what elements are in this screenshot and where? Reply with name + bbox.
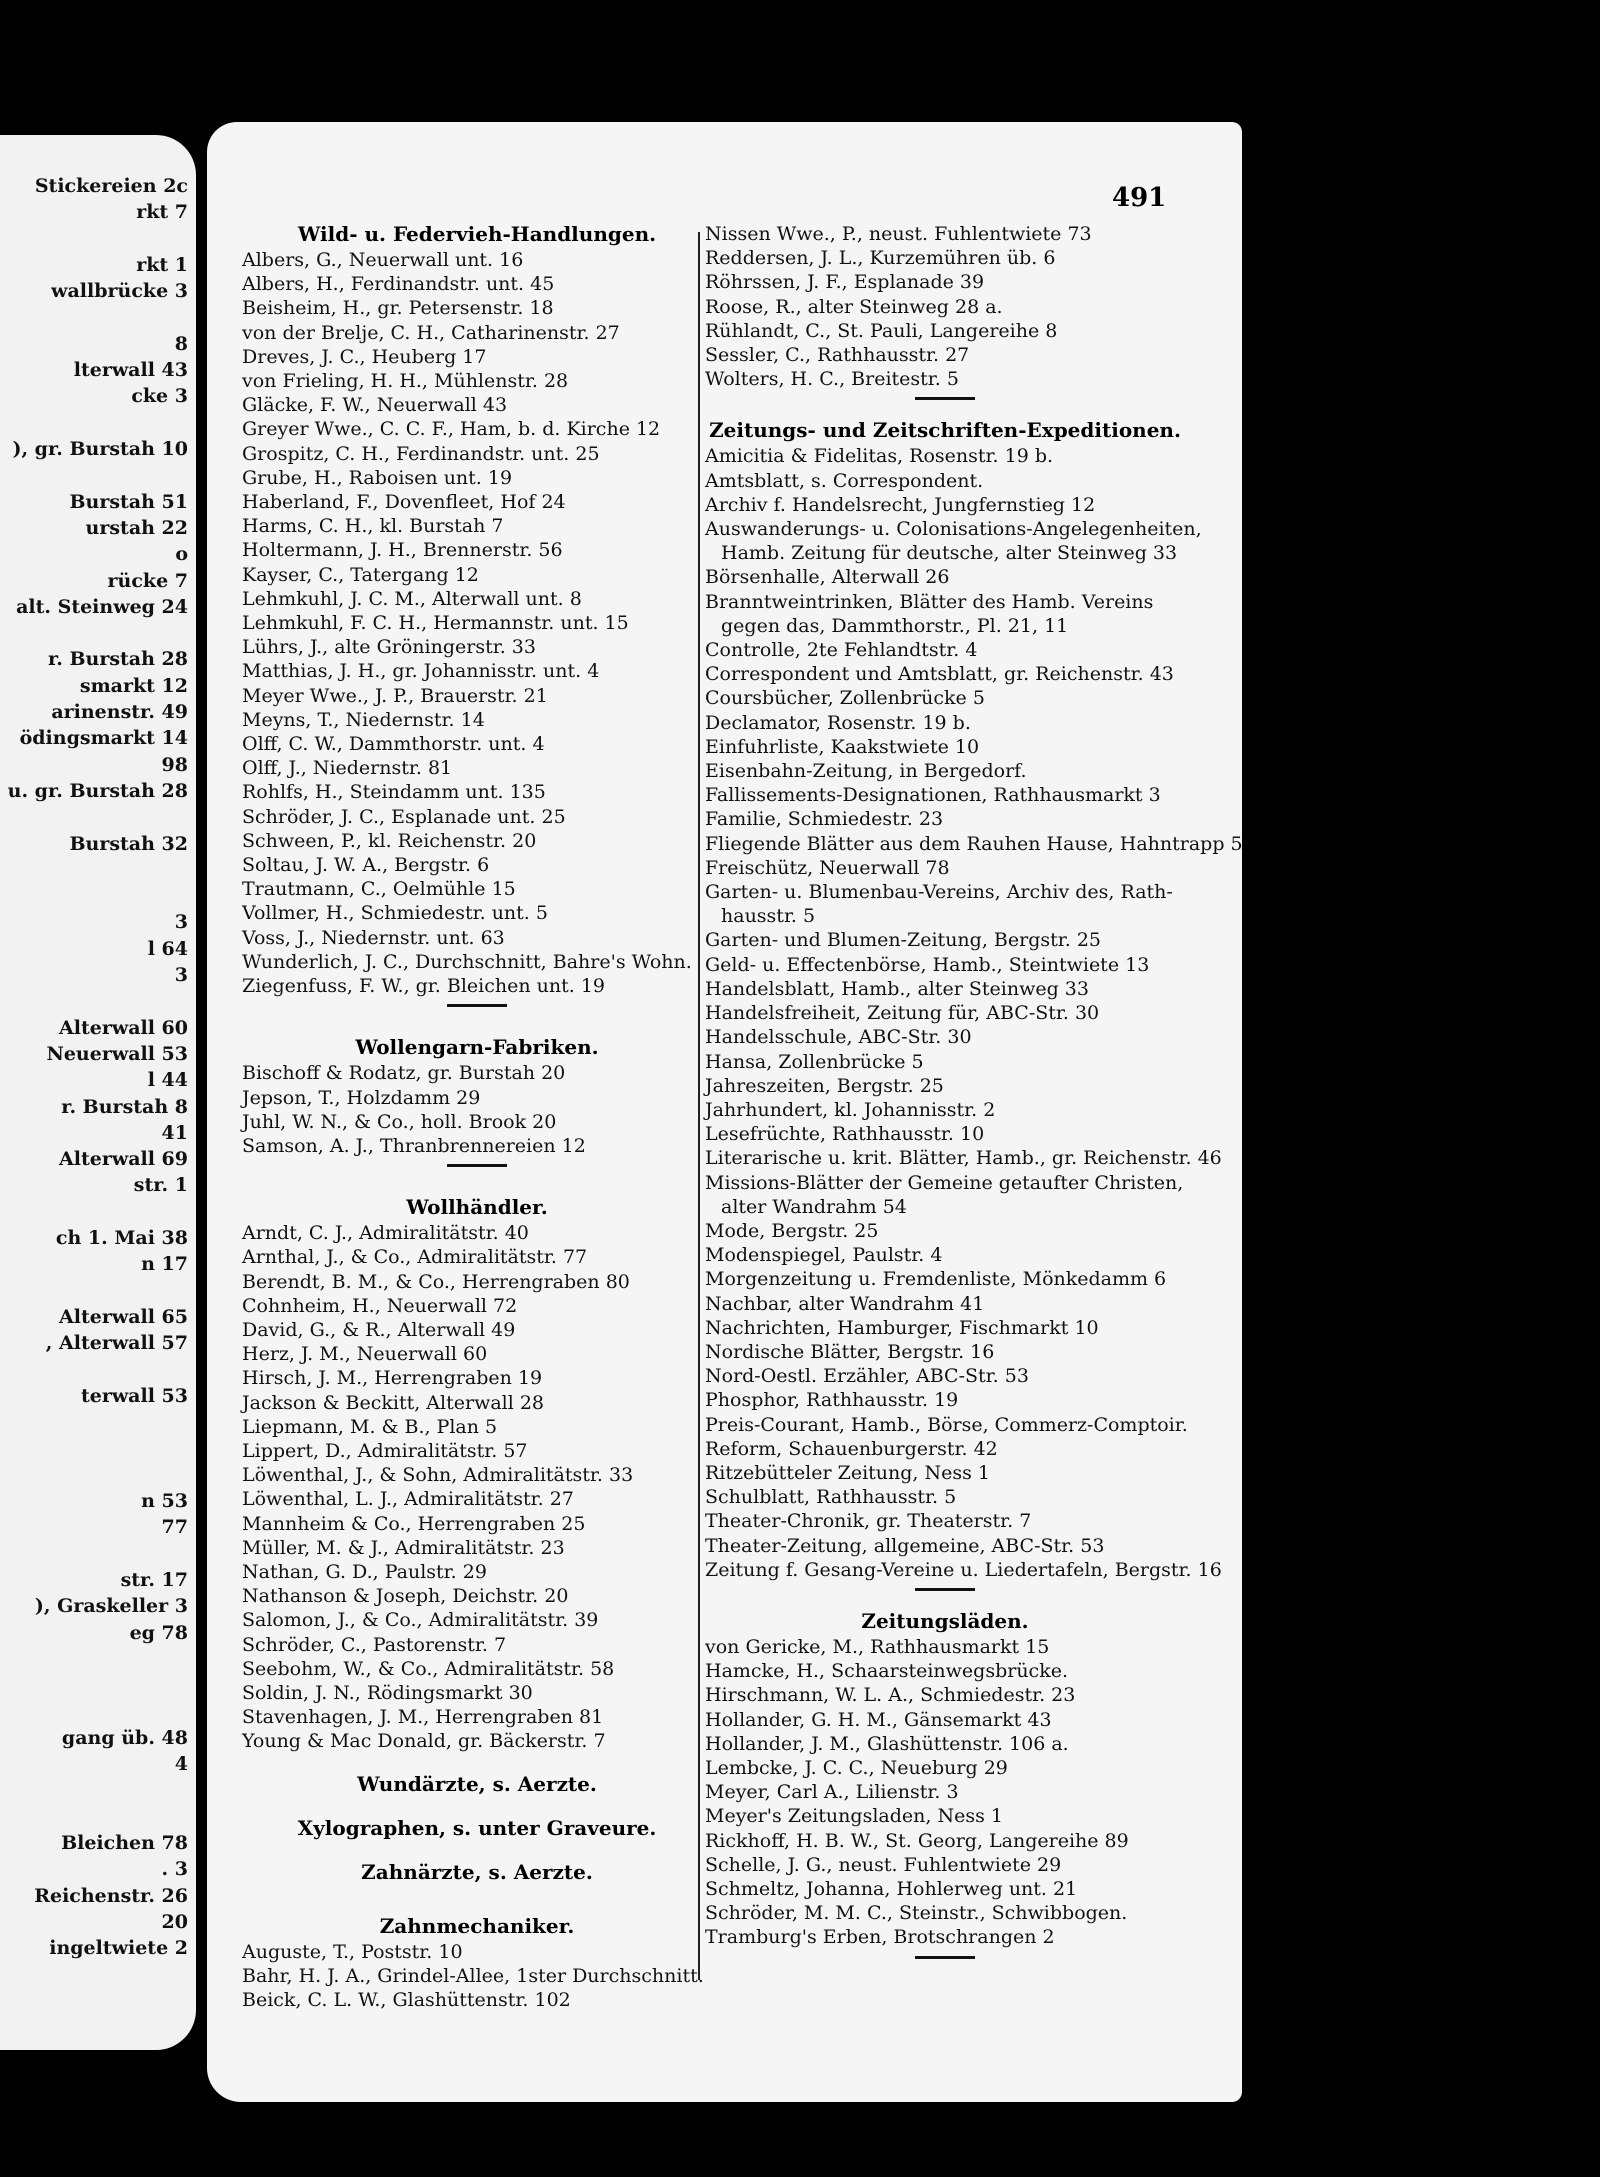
directory-entry: Hansa, Zollenbrücke 5 (705, 1050, 924, 1073)
left-page-fragment: rkt 7 (136, 201, 188, 224)
directory-entry: Tramburg's Erben, Brotschrangen 2 (705, 1926, 1055, 1949)
directory-entry: Reddersen, J. L., Kurzemühren üb. 6 (705, 247, 1056, 270)
section-gap (242, 1842, 712, 1860)
directory-entry: Nathan, G. D., Paulstr. 29 (242, 1560, 487, 1583)
directory-entry: von Gericke, M., Rathhausmarkt 15 (705, 1635, 1050, 1658)
left-page-fragment: o (175, 543, 188, 566)
directory-entry: Beick, C. L. W., Glashüttenstr. 102 (242, 1988, 571, 2011)
section-heading: Xylographen, s. unter Graveure. (297, 1815, 657, 1840)
directory-entry: Meyer Wwe., J. P., Brauerstr. 21 (242, 684, 548, 707)
directory-entry: Handelsblatt, Hamb., alter Steinweg 33 (705, 977, 1089, 1000)
directory-entry: Branntweintrinken, Blätter des Hamb. Vereins (705, 590, 1154, 613)
left-page-fragment: cke 3 (131, 385, 188, 408)
directory-entry: Young & Mac Donald, gr. Bäckerstr. 7 (242, 1730, 606, 1753)
left-page-fragment: terwall 53 (80, 1384, 188, 1407)
directory-entry: Grube, H., Raboisen unt. 19 (242, 466, 513, 489)
directory-entry: Amtsblatt, s. Correspondent. (705, 469, 984, 492)
directory-entry: Sessler, C., Rathhausstr. 27 (705, 344, 970, 367)
left-page-fragment: Bleichen 78 (61, 1831, 188, 1854)
section-heading: Zahnärzte, s. Aerzte. (361, 1859, 593, 1884)
directory-entry: Bahr, H. J. A., Grindel-Allee, 1ster Durchschnitt. (242, 1964, 704, 1987)
directory-entry: Bischoff & Rodatz, gr. Burstah 20 (242, 1062, 566, 1085)
left-page-fragment: Neuerwall 53 (46, 1042, 188, 1065)
left-page-fragment: 4 (174, 1753, 188, 1775)
directory-entry: Samson, A. J., Thranbrennereien 12 (242, 1134, 586, 1157)
directory-entry: Lehmkuhl, J. C. M., Alterwall unt. 8 (242, 587, 582, 610)
directory-entry: Schröder, C., Pastorenstr. 7 (242, 1633, 507, 1656)
left-page-fragment: rkt 1 (136, 253, 188, 276)
directory-entry: Archiv f. Handelsrecht, Jungfernstieg 12 (705, 493, 1096, 516)
section-heading: Zeitungs- und Zeitschriften-Expeditionen. (709, 418, 1181, 443)
directory-entry: Einfuhrliste, Kaakstwiete 10 (705, 735, 980, 758)
section-heading: Zeitungsläden. (861, 1608, 1029, 1633)
directory-entry: Stavenhagen, J. M., Herrengraben 81 (242, 1706, 604, 1729)
left-page-fragment: wallbrücke 3 (51, 280, 188, 303)
left-page-fragment: , Alterwall 57 (45, 1332, 188, 1355)
left-page-fragment: alt. Steinweg 24 (16, 595, 188, 618)
left-page-fragment: str. 17 (120, 1568, 188, 1591)
directory-entry: Reform, Schauenburgerstr. 42 (705, 1437, 998, 1460)
directory-entry: Geld- u. Effectenbörse, Hamb., Steintwiete 13 (705, 953, 1150, 976)
section-gap (242, 1167, 712, 1195)
section-heading: Wundärzte, s. Aerzte. (357, 1771, 597, 1796)
directory-entry: Vollmer, H., Schmiedestr. unt. 5 (242, 902, 548, 925)
left-page-fragment: Alterwall 65 (59, 1305, 188, 1328)
directory-entry: Correspondent und Amtsblatt, gr. Reichenstr. 43 (705, 663, 1174, 686)
left-page-fragment: n 53 (141, 1490, 188, 1512)
left-page-fragment: eg 78 (129, 1621, 188, 1644)
directory-entry: Hamcke, H., Schaarsteinwegsbrücke. (705, 1660, 1068, 1683)
left-page-fragment: rücke 7 (107, 569, 188, 592)
directory-entry: Garten- und Blumen-Zeitung, Bergstr. 25 (705, 929, 1101, 952)
directory-entry: Greyer Wwe., C. C. F., Ham, b. d. Kirche 12 (242, 418, 661, 441)
left-page-fragment: 3 (174, 964, 188, 986)
left-page-fragment: 77 (161, 1516, 188, 1539)
directory-entry: Soltau, J. W. A., Bergstr. 6 (242, 854, 490, 877)
directory-entry: David, G., & R., Alterwall 49 (242, 1318, 516, 1341)
directory-entry: Garten- u. Blumenbau-Vereins, Archiv des, Rath- (705, 881, 1173, 904)
directory-entry: Nordische Blätter, Bergstr. 16 (705, 1340, 995, 1363)
directory-entry: Meyer, Carl A., Lilienstr. 3 (705, 1781, 959, 1804)
directory-entry: Fliegende Blätter aus dem Rauhen Hause, Hahntrapp 5 (705, 832, 1243, 855)
directory-entry: Olff, J., Niedernstr. 81 (242, 757, 453, 780)
left-page-fragment: 98 (161, 753, 188, 776)
directory-entry: Schmeltz, Johanna, Hohlerweg unt. 21 (705, 1878, 1078, 1900)
directory-entry: Ritzebütteler Zeitung, Ness 1 (705, 1461, 990, 1484)
left-page-fragment: . 3 (161, 1858, 188, 1881)
left-page-fragment: lterwall 43 (73, 359, 188, 382)
directory-entry: Meyer's Zeitungsladen, Ness 1 (705, 1805, 1003, 1828)
directory-entry: Seebohm, W., & Co., Admiralitätstr. 58 (242, 1657, 615, 1680)
directory-entry: Berendt, B. M., & Co., Herrengraben 80 (242, 1270, 630, 1293)
directory-entry: Soldin, J. N., Rödingsmarkt 30 (242, 1681, 533, 1704)
directory-entry: Coursbücher, Zollenbrücke 5 (705, 687, 985, 710)
directory-entry: von der Brelje, C. H., Catharinenstr. 27 (242, 321, 620, 344)
directory-entry: Literarische u. krit. Blätter, Hamb., gr. Reichenstr. 46 (705, 1147, 1222, 1170)
directory-entry: Rohlfs, H., Steindamm unt. 135 (242, 781, 546, 804)
directory-entry: Nathanson & Joseph, Deichstr. 20 (242, 1585, 569, 1608)
left-page-fragment: l 64 (147, 937, 188, 960)
section-heading: Wild- u. Federvieh-Handlungen. (297, 222, 657, 246)
directory-entry: Declamator, Rosenstr. 19 b. (705, 711, 971, 734)
directory-entry: Herz, J. M., Neuerwall 60 (242, 1343, 488, 1366)
directory-entry: Gläcke, F. W., Neuerwall 43 (242, 394, 508, 417)
directory-entry: Arndt, C. J., Admiralitätstr. 40 (242, 1222, 529, 1245)
directory-entry: Handelsschule, ABC-Str. 30 (705, 1026, 972, 1049)
directory-entry: Rickhoff, H. B. W., St. Georg, Langereihe 89 (705, 1829, 1129, 1852)
left-column (242, 222, 712, 2012)
directory-entry: Hirsch, J. M., Herrengraben 19 (242, 1367, 543, 1390)
left-page-fragment: ch 1. Mai 38 (55, 1227, 188, 1249)
directory-entry: Controlle, 2te Fehlandtstr. 4 (705, 639, 978, 662)
directory-entry: Rühlandt, C., St. Pauli, Langereihe 8 (705, 319, 1058, 342)
left-page-fragment: 3 (174, 911, 188, 934)
directory-entry: Salomon, J., & Co., Admiralitätstr. 39 (242, 1609, 599, 1632)
directory-entry: Meyns, T., Niedernstr. 14 (242, 708, 485, 731)
directory-entry: Liepmann, M. & B., Plan 5 (242, 1415, 498, 1438)
directory-entry: Löwenthal, L. J., Admiralitätstr. 27 (242, 1488, 574, 1511)
directory-entry: Roose, R., alter Steinweg 28 a. (705, 295, 1003, 318)
directory-entry: Albers, H., Ferdinandstr. unt. 45 (242, 273, 555, 296)
directory-entry: Arnthal, J., & Co., Admiralitätstr. 77 (242, 1246, 588, 1269)
directory-entry: Nord-Oestl. Erzähler, ABC-Str. 53 (705, 1365, 1029, 1388)
directory-entry: Morgenzeitung u. Fremdenliste, Mönkedamm 6 (705, 1268, 1167, 1291)
left-page-fragment: Alterwall 60 (59, 1016, 188, 1039)
left-page-fragment: Stickereien 2c (34, 175, 188, 197)
left-page-fragment: ingeltwiete 2 (49, 1937, 188, 1960)
directory-entry: Juhl, W. N., & Co., holl. Brook 20 (242, 1110, 557, 1133)
directory-entry: Schröder, J. C., Esplanade unt. 25 (242, 805, 566, 828)
directory-entry: Haberland, F., Dovenfleet, Hof 24 (242, 491, 566, 514)
left-page-fragment: 8 (174, 332, 188, 355)
directory-entry: Auswanderungs- u. Colonisations-Angelegenheiten, (705, 518, 1202, 541)
directory-entry: Mannheim & Co., Herrengraben 25 (242, 1512, 586, 1535)
left-page-fragment: urstah 22 (85, 516, 188, 539)
directory-entry: Schween, P., kl. Reichenstr. 20 (242, 829, 537, 852)
directory-entry: Albers, G., Neuerwall unt. 16 (242, 249, 524, 271)
directory-entry: Hollander, J. M., Glashüttenstr. 106 a. (705, 1732, 1069, 1755)
left-page-fragment: l 44 (147, 1069, 188, 1092)
left-page-fragment: 41 (161, 1121, 188, 1144)
left-page-fragment: arinenstr. 49 (51, 701, 188, 723)
directory-entry: Auguste, T., Poststr. 10 (242, 1940, 463, 1963)
directory-entry: Hirschmann, W. L. A., Schmiedestr. 23 (705, 1684, 1076, 1707)
directory-entry: Modenspiegel, Paulstr. 4 (705, 1244, 943, 1267)
left-page-fragment: r. Burstah 28 (47, 648, 188, 671)
directory-entry: Handelsfreiheit, Zeitung für, ABC-Str. 30 (705, 1002, 1100, 1025)
page-number: 491 (1112, 183, 1167, 213)
directory-entry: Phosphor, Rathhausstr. 19 (705, 1389, 959, 1412)
directory-entry: Hollander, G. H. M., Gänsemarkt 43 (705, 1708, 1052, 1731)
directory-entry: Lehmkuhl, F. C. H., Hermannstr. unt. 15 (242, 612, 629, 635)
right-column (705, 222, 1243, 1959)
left-page-fragment: n 17 (141, 1253, 188, 1276)
directory-entry: Jahrhundert, kl. Johannisstr. 2 (705, 1098, 996, 1121)
directory-entry: Beisheim, H., gr. Petersenstr. 18 (242, 297, 554, 320)
directory-entry: Holtermann, J. H., Brennerstr. 56 (242, 539, 563, 562)
directory-entry: Theater-Chronik, gr. Theaterstr. 7 (705, 1510, 1032, 1533)
directory-entry: Schröder, M. M. C., Steinstr., Schwibbogen. (705, 1902, 1128, 1925)
section-gap (242, 1754, 712, 1772)
directory-entry: alter Wandrahm 54 (721, 1195, 907, 1218)
directory-entry: Wunderlich, J. C., Durchschnitt, Bahre's Wohn. (242, 950, 692, 973)
section-heading: Zahnmechaniker. (379, 1913, 575, 1938)
section-gap (242, 1007, 712, 1035)
directory-entry: Dreves, J. C., Heuberg 17 (242, 345, 487, 368)
left-page-fragment: Reichenstr. 26 (34, 1884, 188, 1907)
directory-entry: Eisenbahn-Zeitung, in Bergedorf. (705, 760, 1027, 783)
section-gap (705, 400, 1185, 418)
directory-entry: Lesefrüchte, Rathhausstr. 10 (705, 1123, 985, 1146)
directory-entry: Lippert, D., Admiralitätstr. 57 (242, 1439, 528, 1462)
directory-entry: gegen das, Dammthorstr., Pl. 21, 11 (721, 614, 1069, 637)
directory-entry: Jackson & Beckitt, Alterwall 28 (242, 1391, 545, 1414)
section-gap (242, 1798, 712, 1816)
directory-entry: Olff, C. W., Dammthorstr. unt. 4 (242, 733, 545, 756)
directory-entry: Nachrichten, Hamburger, Fischmarkt 10 (705, 1316, 1099, 1339)
directory-entry: Jepson, T., Holzdamm 29 (242, 1086, 481, 1109)
directory-entry: Hamb. Zeitung für deutsche, alter Steinweg 33 (721, 542, 1178, 565)
left-page-fragment: 20 (161, 1910, 188, 1933)
directory-entry: Nissen Wwe., P., neust. Fuhlentwiete 73 (705, 223, 1092, 245)
left-page-fragment: gang üb. 48 (61, 1726, 188, 1749)
directory-entry: Familie, Schmiedestr. 23 (705, 808, 944, 831)
directory-entry: Röhrssen, J. F., Esplanade 39 (705, 271, 985, 294)
left-page-fragment: ), gr. Burstah 10 (12, 438, 188, 460)
section-heading: Wollengarn-Fabriken. (355, 1035, 599, 1060)
directory-entry: Schelle, J. G., neust. Fuhlentwiete 29 (705, 1853, 1062, 1876)
directory-entry: Jahreszeiten, Bergstr. 25 (705, 1074, 944, 1097)
directory-entry: Müller, M. & J., Admiralitätstr. 23 (242, 1536, 565, 1559)
directory-entry: Amicitia & Fidelitas, Rosenstr. 19 b. (705, 445, 1054, 468)
left-page-fragment: ), Graskeller 3 (34, 1595, 188, 1618)
section-heading: Wollhändler. (406, 1195, 548, 1220)
left-page-fragment: r. Burstah 8 (61, 1095, 188, 1118)
left-page-fragment: u. gr. Burstah 28 (7, 779, 188, 802)
directory-entry: Missions-Blätter der Gemeine getaufter Christen, (705, 1171, 1184, 1194)
section-gap (705, 1591, 1185, 1609)
left-page-fragment: str. 1 (133, 1174, 188, 1197)
directory-entry: Schulblatt, Rathhausstr. 5 (705, 1486, 957, 1509)
directory-entry: Lembcke, J. C. C., Neueburg 29 (705, 1756, 1008, 1779)
directory-entry: Matthias, J. H., gr. Johannisstr. unt. 4 (242, 660, 600, 683)
directory-entry: von Frieling, H. H., Mühlenstr. 28 (242, 370, 569, 393)
directory-entry: Zeitung f. Gesang-Vereine u. Liedertafeln, Bergstr. 16 (705, 1558, 1222, 1581)
directory-entry: Freischütz, Neuerwall 78 (705, 856, 950, 879)
directory-entry: Grospitz, C. H., Ferdinandstr. unt. 25 (242, 442, 600, 465)
directory-entry: Trautmann, C., Oelmühle 15 (242, 878, 516, 901)
left-page-fragment: smarkt 12 (79, 674, 188, 697)
directory-entry: Theater-Zeitung, allgemeine, ABC-Str. 53 (705, 1534, 1105, 1557)
section-rule (915, 1956, 975, 1959)
directory-entry: Börsenhalle, Alterwall 26 (705, 566, 950, 589)
directory-entry: Preis-Courant, Hamb., Börse, Commerz-Comptoir. (705, 1413, 1188, 1436)
left-page-fragment: Burstah 32 (69, 832, 188, 855)
left-page-fragment: Alterwall 69 (59, 1148, 188, 1171)
directory-entry: Löwenthal, J., & Sohn, Admiralitätstr. 33 (242, 1464, 634, 1487)
section-gap (242, 1886, 712, 1914)
directory-entry: Harms, C. H., kl. Burstah 7 (242, 515, 504, 538)
directory-entry: Wolters, H. C., Breitestr. 5 (705, 368, 959, 391)
directory-entry: Cohnheim, H., Neuerwall 72 (242, 1294, 518, 1317)
directory-entry: Fallissements-Designationen, Rathhausmarkt 3 (705, 784, 1161, 807)
left-page-fragment: ödingsmarkt 14 (19, 727, 188, 750)
directory-entry: Nachbar, alter Wandrahm 41 (705, 1292, 985, 1315)
directory-entry: Lührs, J., alte Gröningerstr. 33 (242, 636, 536, 659)
directory-entry: Mode, Bergstr. 25 (705, 1219, 879, 1242)
directory-entry: Voss, J., Niedernstr. unt. 63 (242, 926, 505, 949)
left-page (0, 135, 196, 2050)
directory-entry: hausstr. 5 (721, 905, 816, 928)
directory-entry: Kayser, C., Tatergang 12 (242, 563, 479, 586)
directory-entry: Ziegenfuss, F. W., gr. Bleichen unt. 19 (242, 975, 606, 998)
left-page-fragment: Burstah 51 (69, 490, 188, 513)
